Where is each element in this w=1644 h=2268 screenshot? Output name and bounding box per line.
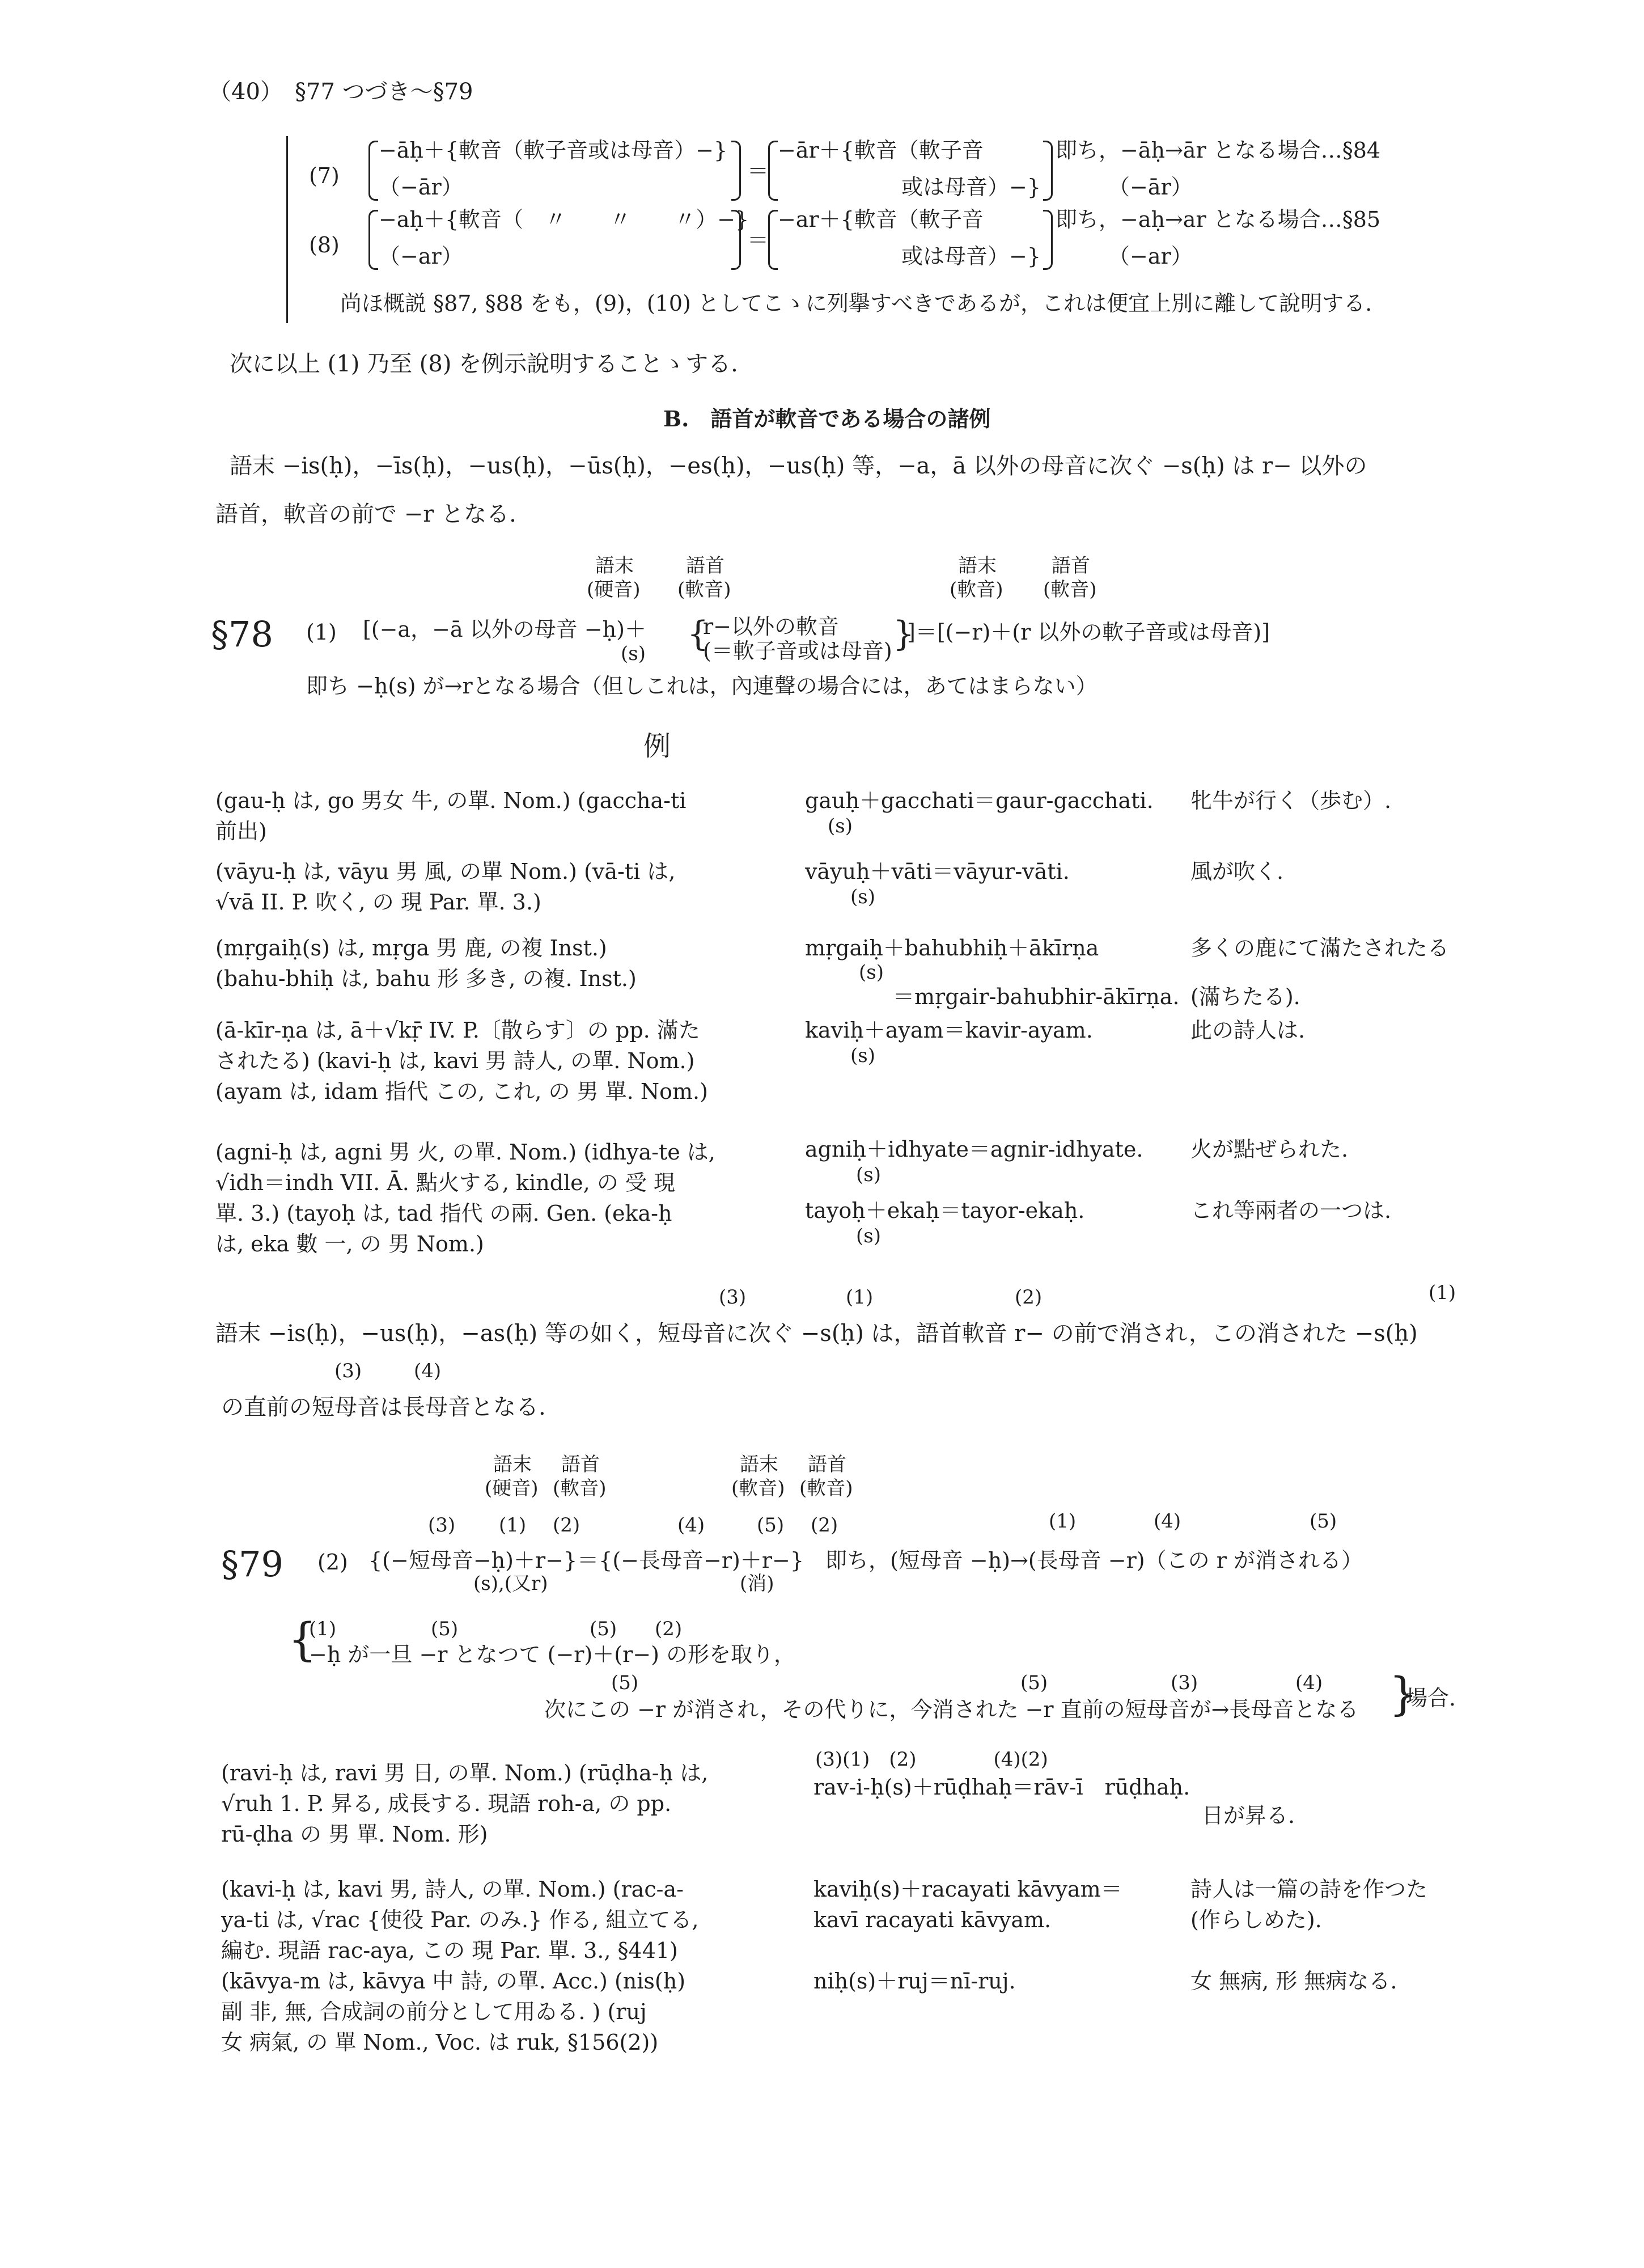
- right-bracket: [731, 210, 741, 270]
- example-translation: 此の詩人は.: [1190, 1018, 1306, 1043]
- marker: (2): [553, 1514, 581, 1537]
- head-word-end: 語末: [595, 555, 634, 577]
- brace-close: }: [1389, 1668, 1418, 1720]
- head-word-start-type: (軟音): [1043, 578, 1097, 601]
- formula-note-alt: （−ar）: [1108, 244, 1193, 269]
- formula-part-a: [(−a，−ā 以外の母音 −ḥ)＋: [363, 617, 646, 642]
- formula-part-c: ]＝[(−r)＋(r 以外の軟子音或は母音)]: [907, 620, 1270, 645]
- head-word-start-type: (軟音): [553, 1477, 607, 1500]
- head-word-end-type: (軟音): [950, 578, 1003, 601]
- remark-77: 尚ほ概説 §87, §88 をも，(9)，(10) としてこゝに列擧すべきであるが，これは便宜上別に離して說明する.: [340, 291, 1372, 316]
- formula-note-alt: （−ār）: [1108, 175, 1193, 200]
- marker: (1): [309, 1618, 337, 1640]
- section-label: §78: [211, 613, 273, 655]
- formula-number: (7): [309, 163, 340, 188]
- rule-78-line2: 語首，軟音の前で −r となる.: [215, 501, 516, 527]
- section-b-title: B. 語首が軟音である場合の諸例: [663, 406, 991, 431]
- left-bracket: [768, 141, 778, 201]
- example-sanskrit: kaviḥ＋ayam＝kavir-ayam. (s): [805, 1018, 1093, 1067]
- formula-number: (1): [306, 620, 337, 645]
- head-word-start: 語首: [1052, 555, 1090, 577]
- formula-sub-right: (消): [740, 1572, 774, 1595]
- head-word-start: 語首: [686, 555, 724, 577]
- brace-open: {: [288, 1613, 317, 1666]
- page-number: （40）: [209, 79, 283, 105]
- formula-79: {(−短母音−ḥ)＋r−}＝{(−長母音−r)＋r−} 即ち，(短母音 −ḥ)→(長母音 −r)（この r が消される）: [368, 1548, 1363, 1573]
- left-bracket: [768, 210, 778, 270]
- rule-78-line1: 語末 −is(ḥ)，−īs(ḥ)，−us(ḥ)，−ūs(ḥ)，−es(ḥ)，−us(ḥ) 等，−a，ā 以外の母音に次ぐ −s(ḥ) は r− 以外の: [230, 453, 1367, 479]
- rule-79-line1: 語末 −is(ḥ)，−us(ḥ)，−as(ḥ) 等の如く，短母音に次ぐ −s(ḥ) は，語首軟音 r− の前で消され，この消された −s(ḥ): [215, 1321, 1418, 1347]
- formula-lhs-alt: （−ar）: [379, 244, 463, 269]
- marker: (5): [757, 1514, 785, 1537]
- formula-sub-left: (s),(又r): [473, 1572, 548, 1595]
- example-sanskrit: agniḥ＋idhyate＝agnir-idhyate. (s) tayoḥ＋ekaḥ＝tayor-ekaḥ. (s): [805, 1137, 1143, 1247]
- example-gloss: (ā-kīr-ṇa は, ā＋√kṝ IV. P.〔散らす〕の pp. 滿た されたる) (kavi-ḥ は, kavi 男 詩人, の單. Nom.) (ayam は, idam 指代 この, これ, の 男 單. Nom.): [215, 1018, 708, 1104]
- formula-79-step1: −ḥ が一旦 −r となつて (−r)＋(r−) の形を取り，: [309, 1642, 796, 1667]
- head-word-start-type: (軟音): [799, 1477, 853, 1500]
- example-gloss: (kavi-ḥ は, kavi 男, 詩人, の單. Nom.) (rac-a- ya-ti は, √rac {使役 Par. のみ.} 作る, 組立てる, 編む. 現語 rac-aya, この 現 Par. 單. 3., §441) (kāvya-m は, kāvya 中 詩, の單. Acc.) (nis(ḥ) 副 非, 無, 合成詞の前分として用ゐる. ) (ruj 女 病氣, の 單 Nom., Voc. は ruk, §156(2)): [221, 1877, 699, 2055]
- head-word-end-type: (軟音): [731, 1477, 785, 1500]
- example-gloss: (agni-ḥ は, agni 男 火, の單. Nom.) (idhya-te は, √idh＝indh VII. Ā. 點火する, kindle, の 受 現 單. 3.) (tayoḥ は, tad 指代 の兩. Gen. (eka-ḥ は, eka 數 一, の 男 Nom.): [215, 1140, 715, 1256]
- example-translation: 詩人は一篇の詩を作つた (作らしめた). 女 無病, 形 無病なる.: [1190, 1877, 1428, 1994]
- formula-lhs-alt: （−ār）: [379, 175, 463, 200]
- head-word-start: 語首: [561, 1453, 600, 1476]
- marker: (5): [611, 1672, 639, 1694]
- example-sanskrit: rav-i-ḥ(s)＋rūḍhaḥ＝rāv-ī rūḍhaḥ.: [813, 1775, 1190, 1800]
- head-word-start-type: (軟音): [677, 578, 731, 601]
- formula-lhs: −āḥ＋{軟音（軟子音或は母音）−}: [379, 138, 728, 163]
- example-translation: 火が點ぜられた. これ等兩者の一つは.: [1190, 1137, 1392, 1223]
- marker: (1): [846, 1286, 874, 1309]
- section-label: §79: [221, 1543, 283, 1585]
- formula-lhs: −aḥ＋{軟音（ 〃 〃 〃）−}: [379, 207, 749, 232]
- example-gloss: (mṛgaiḥ(s) は, mṛga 男 鹿, の複 Inst.) (bahu-bhiḥ は, bahu 形 多き, の複. Inst.): [215, 936, 637, 991]
- head-word-end-type: (硬音): [587, 578, 641, 601]
- equals-sign: ＝: [747, 159, 769, 184]
- marker: (4): [1154, 1510, 1181, 1533]
- right-bracket: [1043, 210, 1053, 270]
- marker: (5): [431, 1618, 459, 1640]
- marker: (5): [1020, 1672, 1048, 1694]
- marker: (3): [719, 1286, 747, 1309]
- formula-rhs-cont: 或は母音）−}: [901, 244, 1041, 269]
- example-translation: 風が吹く.: [1190, 859, 1284, 884]
- formula-rhs-cont: 或は母音）−}: [901, 175, 1041, 200]
- equals-sign: ＝: [747, 228, 769, 253]
- marker: (1): [1049, 1510, 1077, 1533]
- example-translation: 牝牛が行く（歩む）.: [1190, 788, 1392, 813]
- head-word-start: 語首: [808, 1453, 846, 1476]
- example-sanskrit: vāyuḥ＋vāti＝vāyur-vāti. (s): [805, 859, 1070, 908]
- example-translation: 多くの鹿にて滿たされたる (滿ちたる).: [1190, 936, 1450, 1009]
- section-78-note: 即ち −ḥ(s) が→rとなる場合（但しこれは，內連聲の場合には，あてはまらない）: [306, 674, 1098, 699]
- head-word-end-type: (硬音): [485, 1477, 539, 1500]
- brace-open: {: [687, 614, 709, 654]
- head-word-end: 語末: [740, 1453, 778, 1476]
- marker: (2): [1015, 1286, 1043, 1309]
- marker: (3): [334, 1360, 362, 1382]
- formula-note: 即ち，−āḥ→ār となる場合…§84: [1056, 138, 1381, 163]
- formula-note: 即ち，−aḥ→ar となる場合…§85: [1056, 207, 1381, 232]
- marker: (4): [1295, 1672, 1323, 1694]
- formula-79-tail: 場合.: [1406, 1686, 1456, 1711]
- formula-number: (8): [309, 232, 340, 257]
- left-bracket: [368, 210, 378, 270]
- marker: (4): [677, 1514, 705, 1537]
- rei-label: 例: [643, 730, 671, 762]
- right-bracket: [1043, 141, 1053, 201]
- formula-part-b-note: (＝軟子音或は母音): [703, 638, 892, 663]
- marker: (4): [414, 1360, 442, 1382]
- left-bracket: [368, 141, 378, 201]
- example-gloss: (ravi-ḥ は, ravi 男 日, の單. Nom.) (rūḍha-ḥ は, √ruh 1. P. 昇る, 成長する. 現語 roh-a, の pp. rū-ḍha の 男 單. Nom. 形): [221, 1761, 709, 1847]
- formula-sub: (s): [621, 642, 646, 665]
- marker: (2): [655, 1618, 683, 1640]
- formula-rhs: −ār＋{軟音（軟子音: [778, 138, 984, 163]
- brace-close: }: [893, 614, 915, 654]
- marker: (2): [811, 1514, 838, 1537]
- formula-rhs: −ar＋{軟音（軟子音: [778, 207, 984, 232]
- rule-79-line2: の直前の短母音は長母音となる.: [221, 1394, 546, 1420]
- formula-79-step2: 次にこの −r が消され，その代りに，今消された −r 直前の短母音が→長母音となる: [544, 1697, 1359, 1722]
- example-sanskrit: gauḥ＋gacchati＝gaur-gacchati. (s): [805, 788, 1154, 837]
- page-title: §77 つづき～§79: [295, 79, 473, 105]
- marker: (5): [1310, 1510, 1337, 1533]
- formula-part-b: r−以外の軟音: [703, 614, 840, 639]
- section-rule: [286, 136, 288, 323]
- head-word-end: 語末: [493, 1453, 532, 1476]
- example-sanskrit: mṛgaiḥ＋bahubhiḥ＋ākīrṇa (s) ＝mṛgair-bahubhir-ākīrṇa.: [805, 936, 1180, 1009]
- example-markers: (3)(1) (2) (4)(2): [815, 1748, 1048, 1771]
- marker: (1): [1429, 1281, 1456, 1304]
- example-translation: 日が昇る.: [1202, 1803, 1295, 1828]
- marker: (5): [590, 1618, 617, 1640]
- example-gloss: (vāyu-ḥ は, vāyu 男 風, の單 Nom.) (vā-ti は, √vā II. P. 吹く, の 現 Par. 單. 3.): [215, 859, 676, 915]
- marker: (1): [499, 1514, 527, 1537]
- head-word-end: 語末: [958, 555, 997, 577]
- example-gloss: (gau-ḥ は, go 男女 牛, の單. Nom.) (gaccha-ti 前出): [215, 788, 687, 844]
- intro-line: 次に以上 (1) 乃至 (8) を例示說明することゝする.: [230, 351, 738, 377]
- marker: (3): [428, 1514, 456, 1537]
- right-bracket: [731, 141, 741, 201]
- formula-number: (2): [317, 1550, 348, 1575]
- marker: (3): [1171, 1672, 1198, 1694]
- example-sanskrit: kaviḥ(s)＋racayati kāvyam＝ kavī racayati kāvyam. niḥ(s)＋ruj＝nī-ruj.: [813, 1877, 1122, 1994]
